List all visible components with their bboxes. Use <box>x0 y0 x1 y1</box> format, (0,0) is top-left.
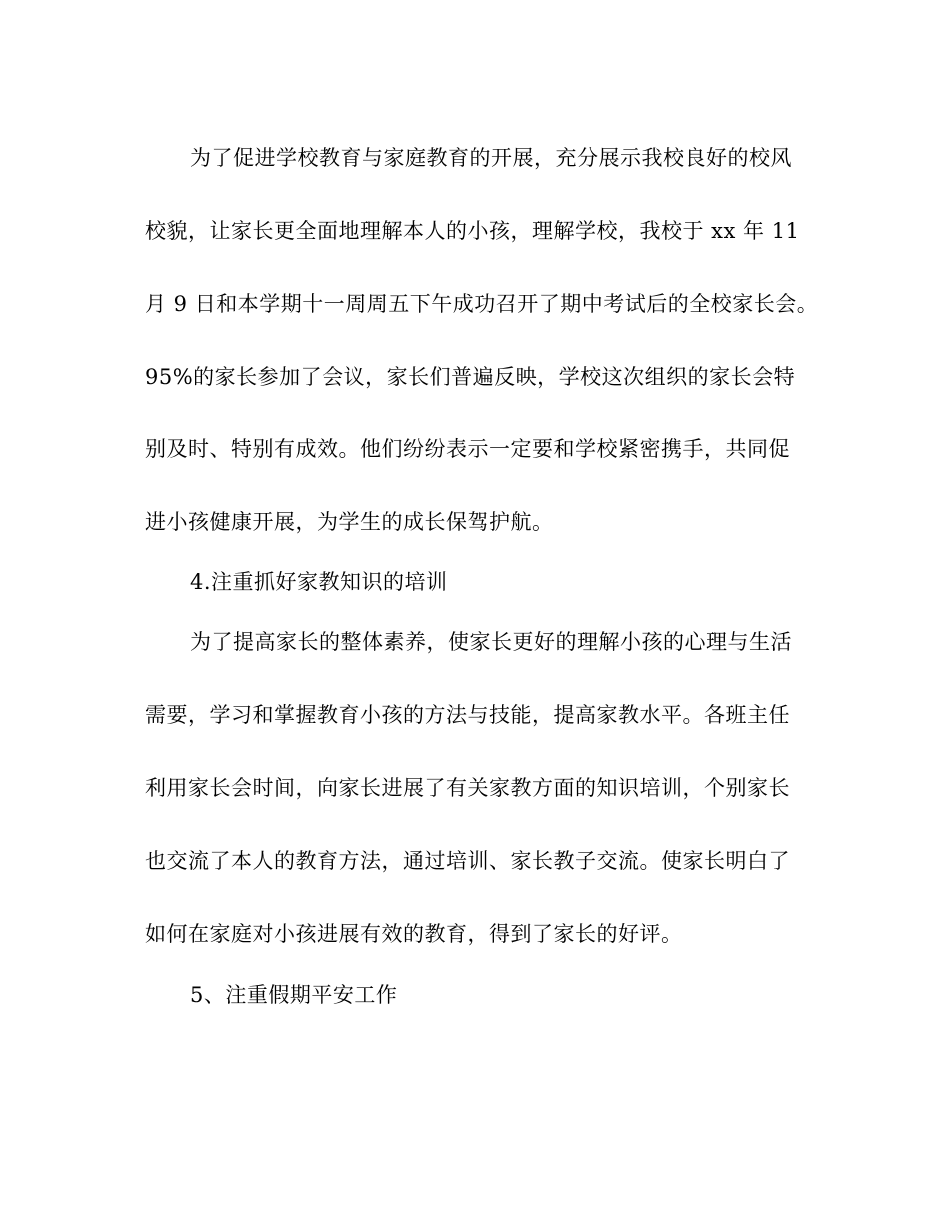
section-heading-5: 5、注重假期平安工作 <box>190 983 398 1007</box>
paragraph-line: 为了促进学校教育与家庭教育的开展，充分展示我校良好的校风 <box>190 146 792 170</box>
paragraph-line: 也交流了本人的教育方法，通过培训、家长教子交流。使家长明白了 <box>145 849 790 873</box>
paragraph-line: 月 9 日和本学期十一周周五下午成功召开了期中考试后的全校家长会。 <box>145 292 819 316</box>
paragraph-line: 需要，学习和掌握教育小孩的方法与技能，提高家教水平。各班主任 <box>145 703 790 727</box>
paragraph-line: 利用家长会时间，向家长进展了有关家教方面的知识培训，个别家长 <box>145 776 790 800</box>
paragraph-line: 进小孩健康开展，为学生的成长保驾护航。 <box>145 510 554 534</box>
paragraph-line: 95%的家长参加了会议，家长们普遍反映，学校这次组织的家长会特 <box>145 365 796 389</box>
paragraph-line: 如何在家庭对小孩进展有效的教育，得到了家长的好评。 <box>145 922 683 946</box>
paragraph-line: 为了提高家长的整体素养，使家长更好的理解小孩的心理与生活 <box>190 630 792 654</box>
paragraph-line: 别及时、特别有成效。他们纷纷表示一定要和学校紧密携手，共同促 <box>145 437 790 461</box>
section-heading-4: 4.注重抓好家教知识的培训 <box>190 570 448 594</box>
paragraph-line: 校貌，让家长更全面地理解本人的小孩，理解学校，我校于 xx 年 11 <box>145 219 800 243</box>
